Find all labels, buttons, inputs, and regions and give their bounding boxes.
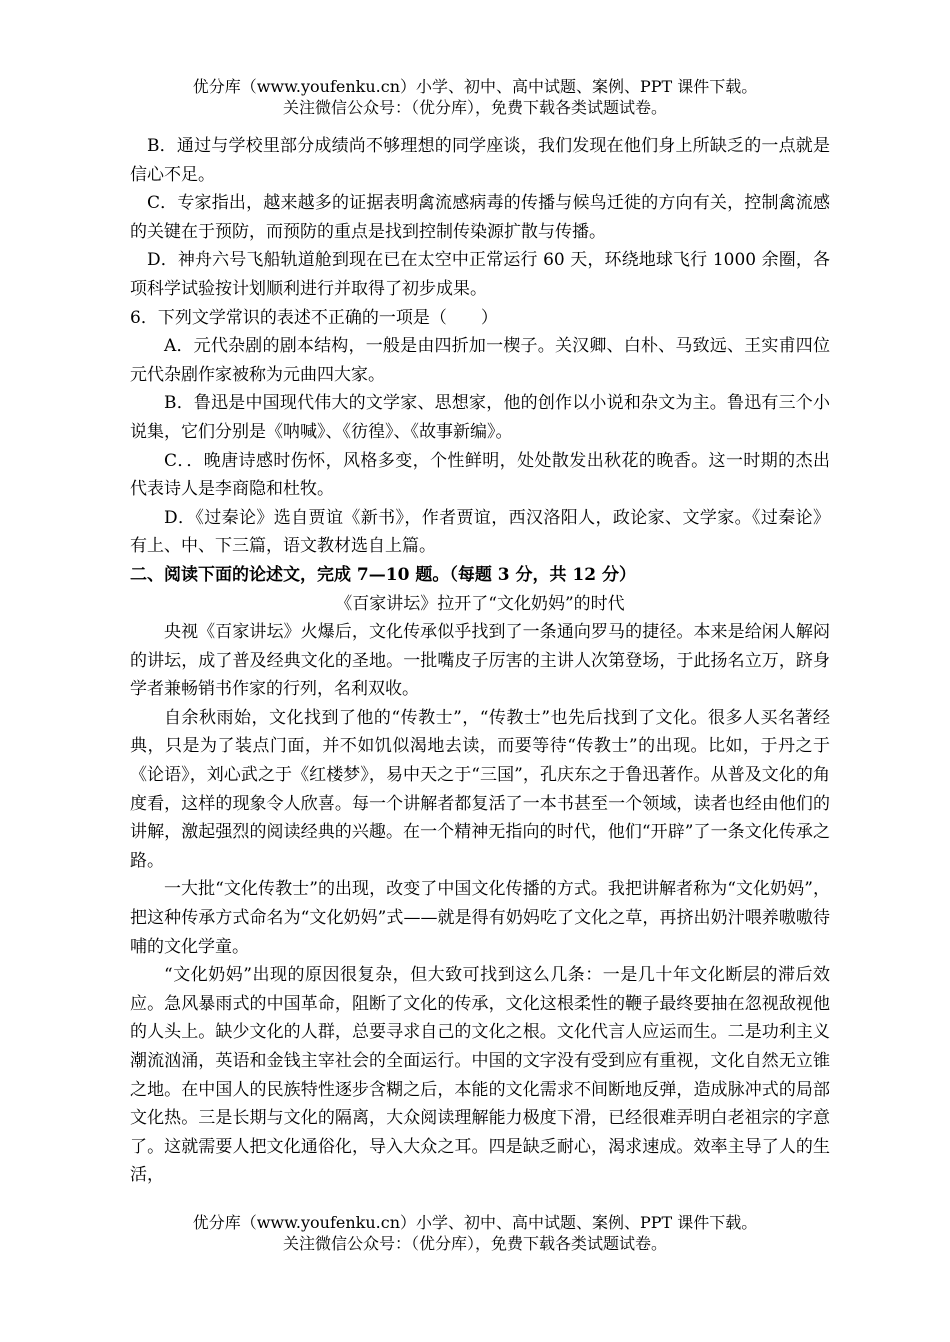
article-paragraph-3: 一大批“文化传教士”的出现，改变了中国文化传播的方式。我把讲解者称为“文化奶妈”，把这种传承方式命名为“文化奶妈”式——就是得有奶妈吃了文化之草，再挤出奶汁喂养嗷嗷待哺的文化学童。 [130, 879, 830, 957]
article-title: 《百家讲坛》拉开了“文化奶妈”的时代 [335, 593, 625, 614]
page-header [0, 76, 950, 118]
q5-option-d: D．神舟六号飞船轨道舱到现在已在太空中正常运行 60 天，环绕地球飞行 1000 余圈，各项科学试验按计划顺利进行并取得了初步成果。 [130, 250, 830, 299]
header-line-2: 关注微信公众号：（优分库），免费下载各类试题试卷。 [282, 98, 667, 117]
q6-stem: 6．下列文学常识的表述不正确的一项是（ ） [130, 307, 498, 328]
section-2-heading: 二、阅读下面的论述文，完成 7—10 题。（每题 3 分，共 12 分） [130, 564, 636, 585]
q6-option-b: B．鲁迅是中国现代伟大的文学家、思想家，他的创作以小说和杂文为主。鲁迅有三个小说集，它们分别是《呐喊》、《彷徨》、《故事新编》。 [130, 393, 830, 442]
footer-line-1: 优分库（www.youfenku.cn）小学、初中、高中试题、案例、PPT 课件下载。 [192, 1213, 758, 1232]
q5-option-b: B．通过与学校里部分成绩尚不够理想的同学座谈，我们发现在他们身上所缺乏的一点就是信心不足。 [130, 136, 830, 185]
article-paragraph-1: 央视《百家讲坛》火爆后，文化传承似乎找到了一条通向罗马的捷径。本来是给闲人解闷的讲坛，成了普及经典文化的圣地。一批嘴皮子厉害的主讲人次第登场，于此扬名立万，跻身学者兼畅销书作家的行列，名利双收。 [130, 622, 830, 700]
q6-option-c: C．．晚唐诗感时伤怀，风格多变，个性鲜明，处处散发出秋花的晚香。这一时期的杰出代表诗人是李商隐和杜牧。 [130, 450, 830, 500]
q5-option-c: C．专家指出，越来越多的证据表明禽流感病毒的传播与候鸟迁徙的方向有关，控制禽流感的关键在于预防，而预防的重点是找到控制传染源扩散与传播。 [130, 193, 830, 242]
article-paragraph-4: “文化奶妈”出现的原因很复杂，但大致可找到这么几条：一是几十年文化断层的滞后效应。急风暴雨式的中国革命，阻断了文化的传承，文化这根柔性的鞭子最终要抽在忽视敌视他的人头上。缺少文化的人群，总要寻求自己的文化之根。文化代言人应运而生。二是功利主义潮流汹涌，英语和金钱主宰社会的全面运行。中国的文字没有受到应有重视，文化自然无立锥之地。在中国人的民族特性逐步含糊之后，本能的文化需求不间断地反弹，造成脉冲式的局部文化热。三是长期与文化的隔离，大众阅读理解能力极度下滑，已经很难弄明白老祖宗的字意了。这就需要人把文化通俗化，导入大众之耳。四是缺乏耐心，渴求速成。效率主导了人的生活， [130, 965, 830, 1186]
q6-option-d: D．《过秦论》选自贾谊《新书》，作者贾谊，西汉洛阳人，政论家、文学家。《过秦论》有上、中、下三篇，语文教材选自上篇。 [130, 507, 830, 557]
document-body [130, 132, 830, 1190]
header-line-1: 优分库（www.youfenku.cn）小学、初中、高中试题、案例、PPT 课件下载。 [192, 77, 758, 96]
article-paragraph-2: 自余秋雨始，文化找到了他的“传教士”，“传教士”也先后找到了文化。很多人买名著经典，只是为了装点门面，并不如饥似渴地去读，而要等待“传教士”的出现。比如，于丹之于《论语》，刘心武之于《红楼梦》，易中天之于“三国”，孔庆东之于鲁迅著作。从普及文化的角度看，这样的现象令人欣喜。每一个讲解者都复活了一本书甚至一个领域，读者也经由他们的讲解，激起强烈的阅读经典的兴趣。在一个精神无指向的时代，他们“开辟”了一条文化传承之路。 [130, 707, 830, 871]
q6-option-a: A．元代杂剧的剧本结构，一般是由四折加一楔子。关汉卿、白朴、马致远、王实甫四位元代杂剧作家被称为元曲四大家。 [130, 336, 830, 385]
page-footer [0, 1212, 950, 1254]
footer-line-2: 关注微信公众号：（优分库），免费下载各类试题试卷。 [282, 1234, 667, 1253]
